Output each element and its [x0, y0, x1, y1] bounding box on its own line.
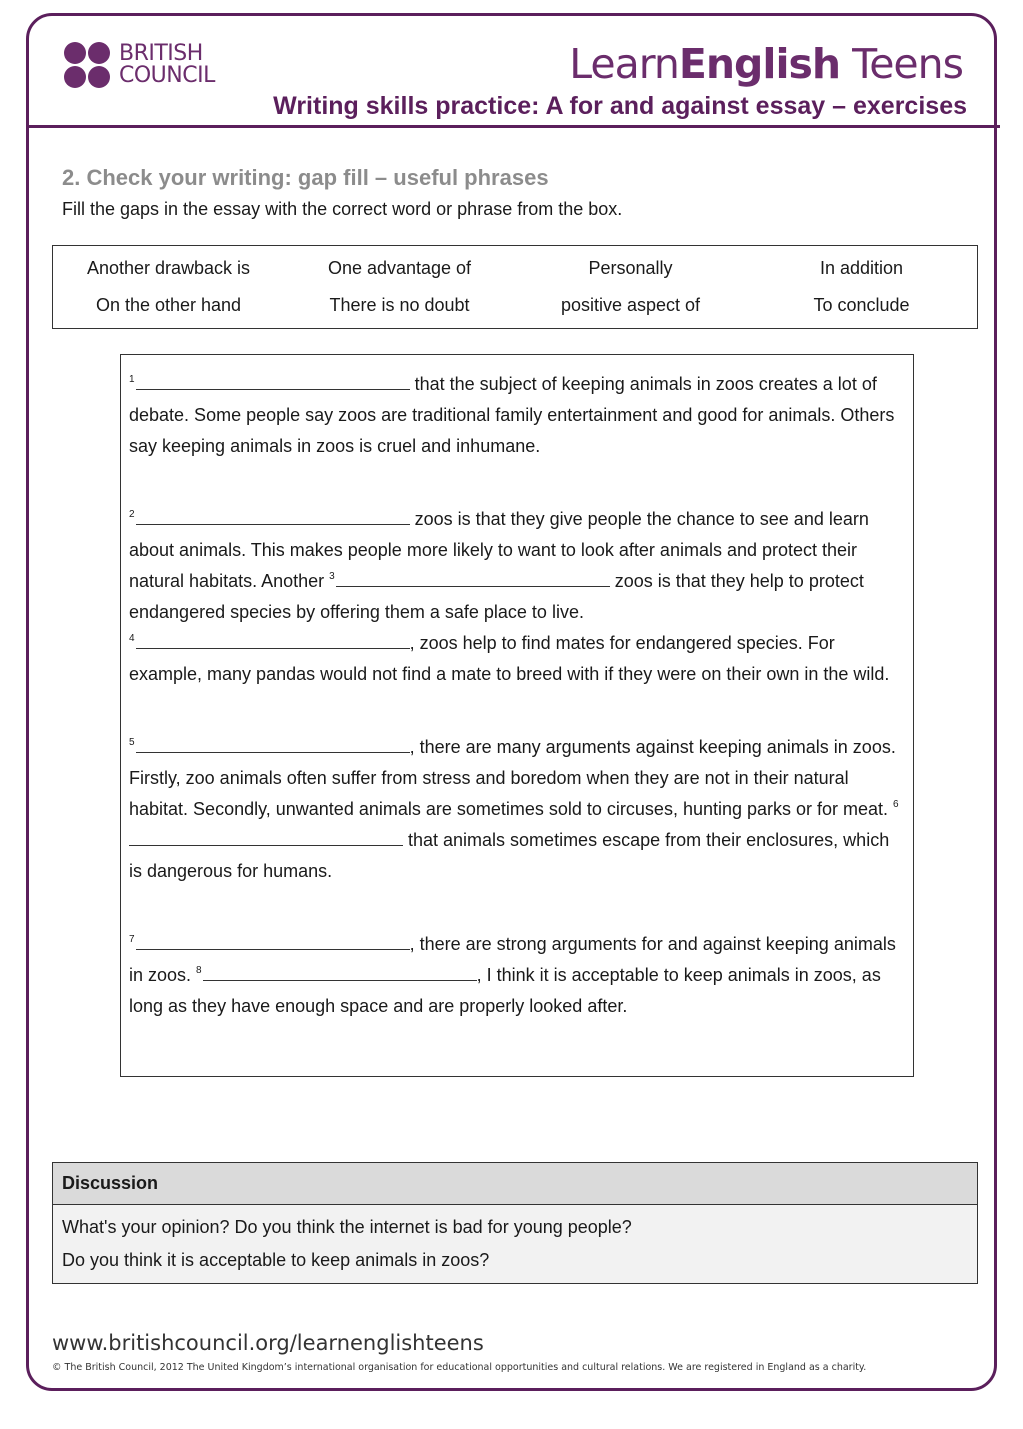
logo-line-1: BRITISH: [119, 41, 203, 66]
word-option: positive aspect of: [560, 295, 701, 315]
dot: [88, 66, 110, 88]
essay-text: zoos is that they help to protect endangered species by offering them a safe place to live.: [129, 571, 864, 622]
learnenglish-teens-logo: [569, 40, 963, 88]
essay-text: , there are strong arguments for and against keeping animals in zoos.: [129, 934, 896, 985]
discussion-body: [53, 1205, 977, 1283]
gap-blank-4[interactable]: [136, 630, 410, 649]
discussion-heading: Discussion: [53, 1163, 977, 1205]
essay-text: , zoos help to find mates for endangered species. For example, many pandas would not find a mate to breed with if they were on their own in the wild.: [129, 633, 890, 684]
word-option: To conclude: [813, 295, 910, 315]
brand-teens: Teens: [840, 40, 963, 88]
essay-paragraph-5: [129, 929, 905, 1022]
dot: [64, 42, 86, 64]
header-divider: [26, 125, 1000, 128]
gap-number: 1: [129, 374, 135, 385]
dot: [64, 66, 86, 88]
gap-blank-5[interactable]: [136, 734, 410, 753]
essay-text: that the subject of keeping animals in zoos creates a lot of debate. Some people say zoos are traditional family entertainment and good for animals. Others say keeping animals in zoos is cruel and inhumane.: [129, 374, 895, 456]
section-title: 2. Check your writing: gap fill – useful phrases: [62, 165, 549, 190]
essay-paragraph-2: [129, 504, 905, 628]
discussion-box: [52, 1162, 978, 1284]
discussion-question: Do you think it is acceptable to keep animals in zoos?: [62, 1250, 490, 1270]
dot: [88, 42, 110, 64]
essay-text: that animals sometimes escape from their enclosures, which is dangerous for humans.: [129, 830, 890, 881]
word-option: In addition: [819, 258, 904, 278]
document-title: Writing skills practice: A for and against essay – exercises: [273, 92, 967, 120]
essay-paragraph-1: [129, 369, 905, 462]
instruction-text: Fill the gaps in the essay with the correct word or phrase from the box.: [62, 199, 623, 219]
footer-url-link[interactable]: www.britishcouncil.org/learnenglishteens: [52, 1331, 484, 1355]
essay-text: zoos is that they give people the chance to see and learn about animals. This makes people more likely to want to look after animals and protect their natural habitats. Another: [129, 509, 869, 591]
word-box: [52, 245, 978, 329]
gap-number: 8: [196, 965, 202, 976]
four-dots-icon: [64, 42, 110, 88]
gap-blank-2[interactable]: [136, 506, 410, 525]
logo-line-2: COUNCIL: [119, 63, 215, 88]
essay-box: [120, 354, 914, 1077]
gap-number: 7: [129, 934, 135, 945]
gap-blank-6[interactable]: [129, 827, 403, 846]
brand-english: English: [678, 40, 841, 88]
gap-blank-7[interactable]: [136, 931, 410, 950]
essay-text: , I think it is acceptable to keep animals in zoos, as long as they have enough space and are properly looked after.: [129, 965, 881, 1016]
gap-number: 6: [893, 799, 899, 810]
gap-number: 4: [129, 633, 135, 644]
brand-learn: Learn: [569, 40, 679, 88]
essay-text: , there are many arguments against keeping animals in zoos. Firstly, zoo animals often suffer from stress and boredom when they are not in their natural habitat. Secondly, unwanted animals are sometimes sold to circuses, hunting parks or for meat.: [129, 737, 896, 819]
gap-number: 2: [129, 509, 135, 520]
gap-number: 3: [329, 571, 335, 582]
gap-blank-8[interactable]: [203, 962, 477, 981]
word-option: Personally: [588, 258, 673, 278]
word-option: One advantage of: [327, 258, 472, 278]
gap-blank-1[interactable]: [136, 371, 410, 390]
essay-paragraph-3: [129, 628, 905, 690]
footer-copyright: © The British Council, 2012 The United Kingdom’s international organisation for educational opportunities and cultural relations. We are registered in England as a charity.: [52, 1362, 867, 1373]
word-option: On the other hand: [95, 295, 242, 315]
word-option: Another drawback is: [86, 258, 251, 278]
gap-blank-3[interactable]: [336, 568, 610, 587]
gap-number: 5: [129, 737, 135, 748]
word-option: There is no doubt: [329, 295, 470, 315]
british-council-logo: [64, 42, 215, 88]
essay-paragraph-4: [129, 732, 905, 887]
logo-text: [119, 43, 215, 87]
discussion-question: What's your opinion? Do you think the internet is bad for young people?: [62, 1217, 632, 1237]
